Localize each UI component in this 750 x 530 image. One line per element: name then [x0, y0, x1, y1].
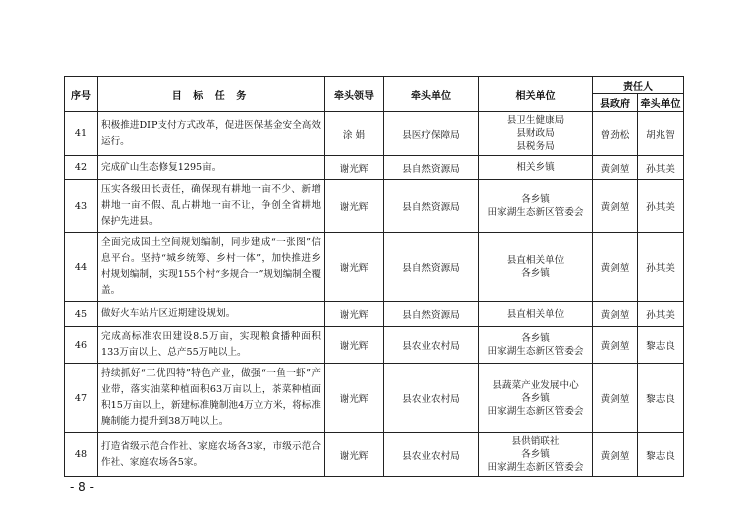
lead-unit-person: 孙其美 [638, 302, 684, 327]
related-units [479, 364, 593, 433]
lead-unit-person: 黎志良 [638, 433, 684, 477]
lead-unit-person: 孙其美 [638, 233, 684, 302]
task-text: 积极推进DIP支付方式改革，促进医保基金安全高效运行。 [98, 112, 325, 156]
county-gov-person: 曾劲松 [593, 112, 638, 156]
table-row [65, 112, 684, 156]
table-row [65, 156, 684, 180]
related-unit: 田家湖生态新区管委会 [487, 462, 584, 473]
related-units [479, 233, 593, 302]
lead-unit-person: 胡兆智 [638, 112, 684, 156]
row-number: 44 [65, 233, 98, 302]
lead-unit-person: 黎志良 [638, 327, 684, 364]
county-gov-person: 黄剑堃 [593, 364, 638, 433]
related-unit: 各乡镇 [521, 449, 550, 460]
related-unit: 县蔬菜产业发展中心 [492, 379, 579, 391]
lead-unit: 县自然资源局 [384, 233, 479, 302]
task-text: 压实各级田长责任，确保现有耕地一亩不少、新增耕地一亩不假、乱占耕地一亩不让，争创全省耕地保护先进县。 [98, 180, 325, 233]
related-unit: 县卫生健康局 [506, 115, 565, 126]
county-gov-person: 黄剑堃 [593, 233, 638, 302]
lead-leader: 谢光辉 [325, 233, 384, 302]
task-text: 打造省级示范合作社、家庭农场各3家，市级示范合作社、家庭农场各5家。 [98, 433, 325, 477]
header-no: 序号 [65, 77, 98, 112]
related-unit: 县直相关单位 [506, 308, 565, 320]
related-unit: 县直相关单位 [506, 255, 565, 266]
county-gov-person: 黄剑堃 [593, 433, 638, 477]
related-units [479, 156, 593, 180]
lead-leader: 谢光辉 [325, 364, 384, 433]
task-text: 完成高标准农田建设8.5万亩，实现粮食播种面积133万亩以上、总产55万吨以上。 [98, 327, 325, 364]
row-number: 45 [65, 302, 98, 327]
lead-leader: 谢光辉 [325, 433, 384, 477]
lead-unit: 县农业农村局 [384, 327, 479, 364]
lead-unit: 县自然资源局 [384, 156, 479, 180]
header-county-gov: 县政府 [593, 94, 638, 112]
related-unit: 各乡镇 [521, 392, 550, 404]
header-responsible: 责任人 [593, 77, 684, 94]
lead-unit: 县自然资源局 [384, 302, 479, 327]
row-number: 48 [65, 433, 98, 477]
related-unit: 各乡镇 [521, 194, 550, 205]
related-units [479, 180, 593, 233]
task-text: 持续抓好“二优四特”特色产业，做强“一鱼一虾”产业带，落实油菜种植面积63万亩以上，茶菜种植面积15万亩以上，新建标准腌制池4万立方米，将标准腌制能力提升到38万吨以上。 [98, 364, 325, 433]
lead-leader: 涂 娟 [325, 112, 384, 156]
lead-leader: 谢光辉 [325, 156, 384, 180]
header-related: 相关单位 [479, 77, 593, 112]
page-number: - 8 - [70, 480, 94, 494]
header-leader: 牵头领导 [325, 77, 384, 112]
row-number: 42 [65, 156, 98, 180]
lead-unit-person: 孙其美 [638, 156, 684, 180]
table-row [65, 364, 684, 433]
table-row [65, 327, 684, 364]
related-unit: 县财政局 [516, 128, 555, 139]
row-number: 46 [65, 327, 98, 364]
task-text: 全面完成国土空间规划编制，同步建成“一张图”信息平台。坚持“城乡统筹、乡村一体”，加快推进乡村规划编制，实现155个村“多规合一”规划编制全覆盖。 [98, 233, 325, 302]
related-unit: 田家湖生态新区管委会 [487, 207, 584, 218]
related-unit: 县供销联社 [511, 436, 560, 447]
county-gov-person: 黄剑堃 [593, 302, 638, 327]
row-number: 43 [65, 180, 98, 233]
header-task: 目 标 任 务 [98, 77, 325, 112]
lead-unit-person: 孙其美 [638, 180, 684, 233]
lead-unit: 县医疗保障局 [384, 112, 479, 156]
related-units [479, 112, 593, 156]
table-row [65, 180, 684, 233]
related-units [479, 327, 593, 364]
header-lead-unit-person: 牵头单位 [638, 94, 684, 112]
lead-leader: 谢光辉 [325, 302, 384, 327]
related-units [479, 433, 593, 477]
related-units [479, 302, 593, 327]
table-row [65, 302, 684, 327]
lead-leader: 谢光辉 [325, 327, 384, 364]
lead-unit-person: 黎志良 [638, 364, 684, 433]
table-body [65, 112, 684, 477]
row-number: 47 [65, 364, 98, 433]
related-unit: 各乡镇 [521, 333, 550, 344]
task-table [64, 76, 684, 477]
task-text: 做好火车站片区近期建设规划。 [98, 302, 325, 327]
county-gov-person: 黄剑堃 [593, 156, 638, 180]
header-lead-unit: 牵头单位 [384, 77, 479, 112]
related-unit: 相关乡镇 [516, 162, 555, 173]
related-unit: 县税务局 [516, 141, 555, 152]
row-number: 41 [65, 112, 98, 156]
related-unit: 各乡镇 [521, 268, 550, 279]
county-gov-person: 黄剑堃 [593, 180, 638, 233]
lead-unit: 县自然资源局 [384, 180, 479, 233]
lead-unit: 县农业农村局 [384, 433, 479, 477]
table-row [65, 233, 684, 302]
county-gov-person: 黄剑堃 [593, 327, 638, 364]
related-unit: 田家湖生态新区管委会 [487, 405, 584, 417]
table-row [65, 433, 684, 477]
lead-leader: 谢光辉 [325, 180, 384, 233]
related-unit: 田家湖生态新区管委会 [487, 346, 584, 357]
lead-unit: 县农业农村局 [384, 364, 479, 433]
task-text: 完成矿山生态修复1295亩。 [98, 156, 325, 180]
